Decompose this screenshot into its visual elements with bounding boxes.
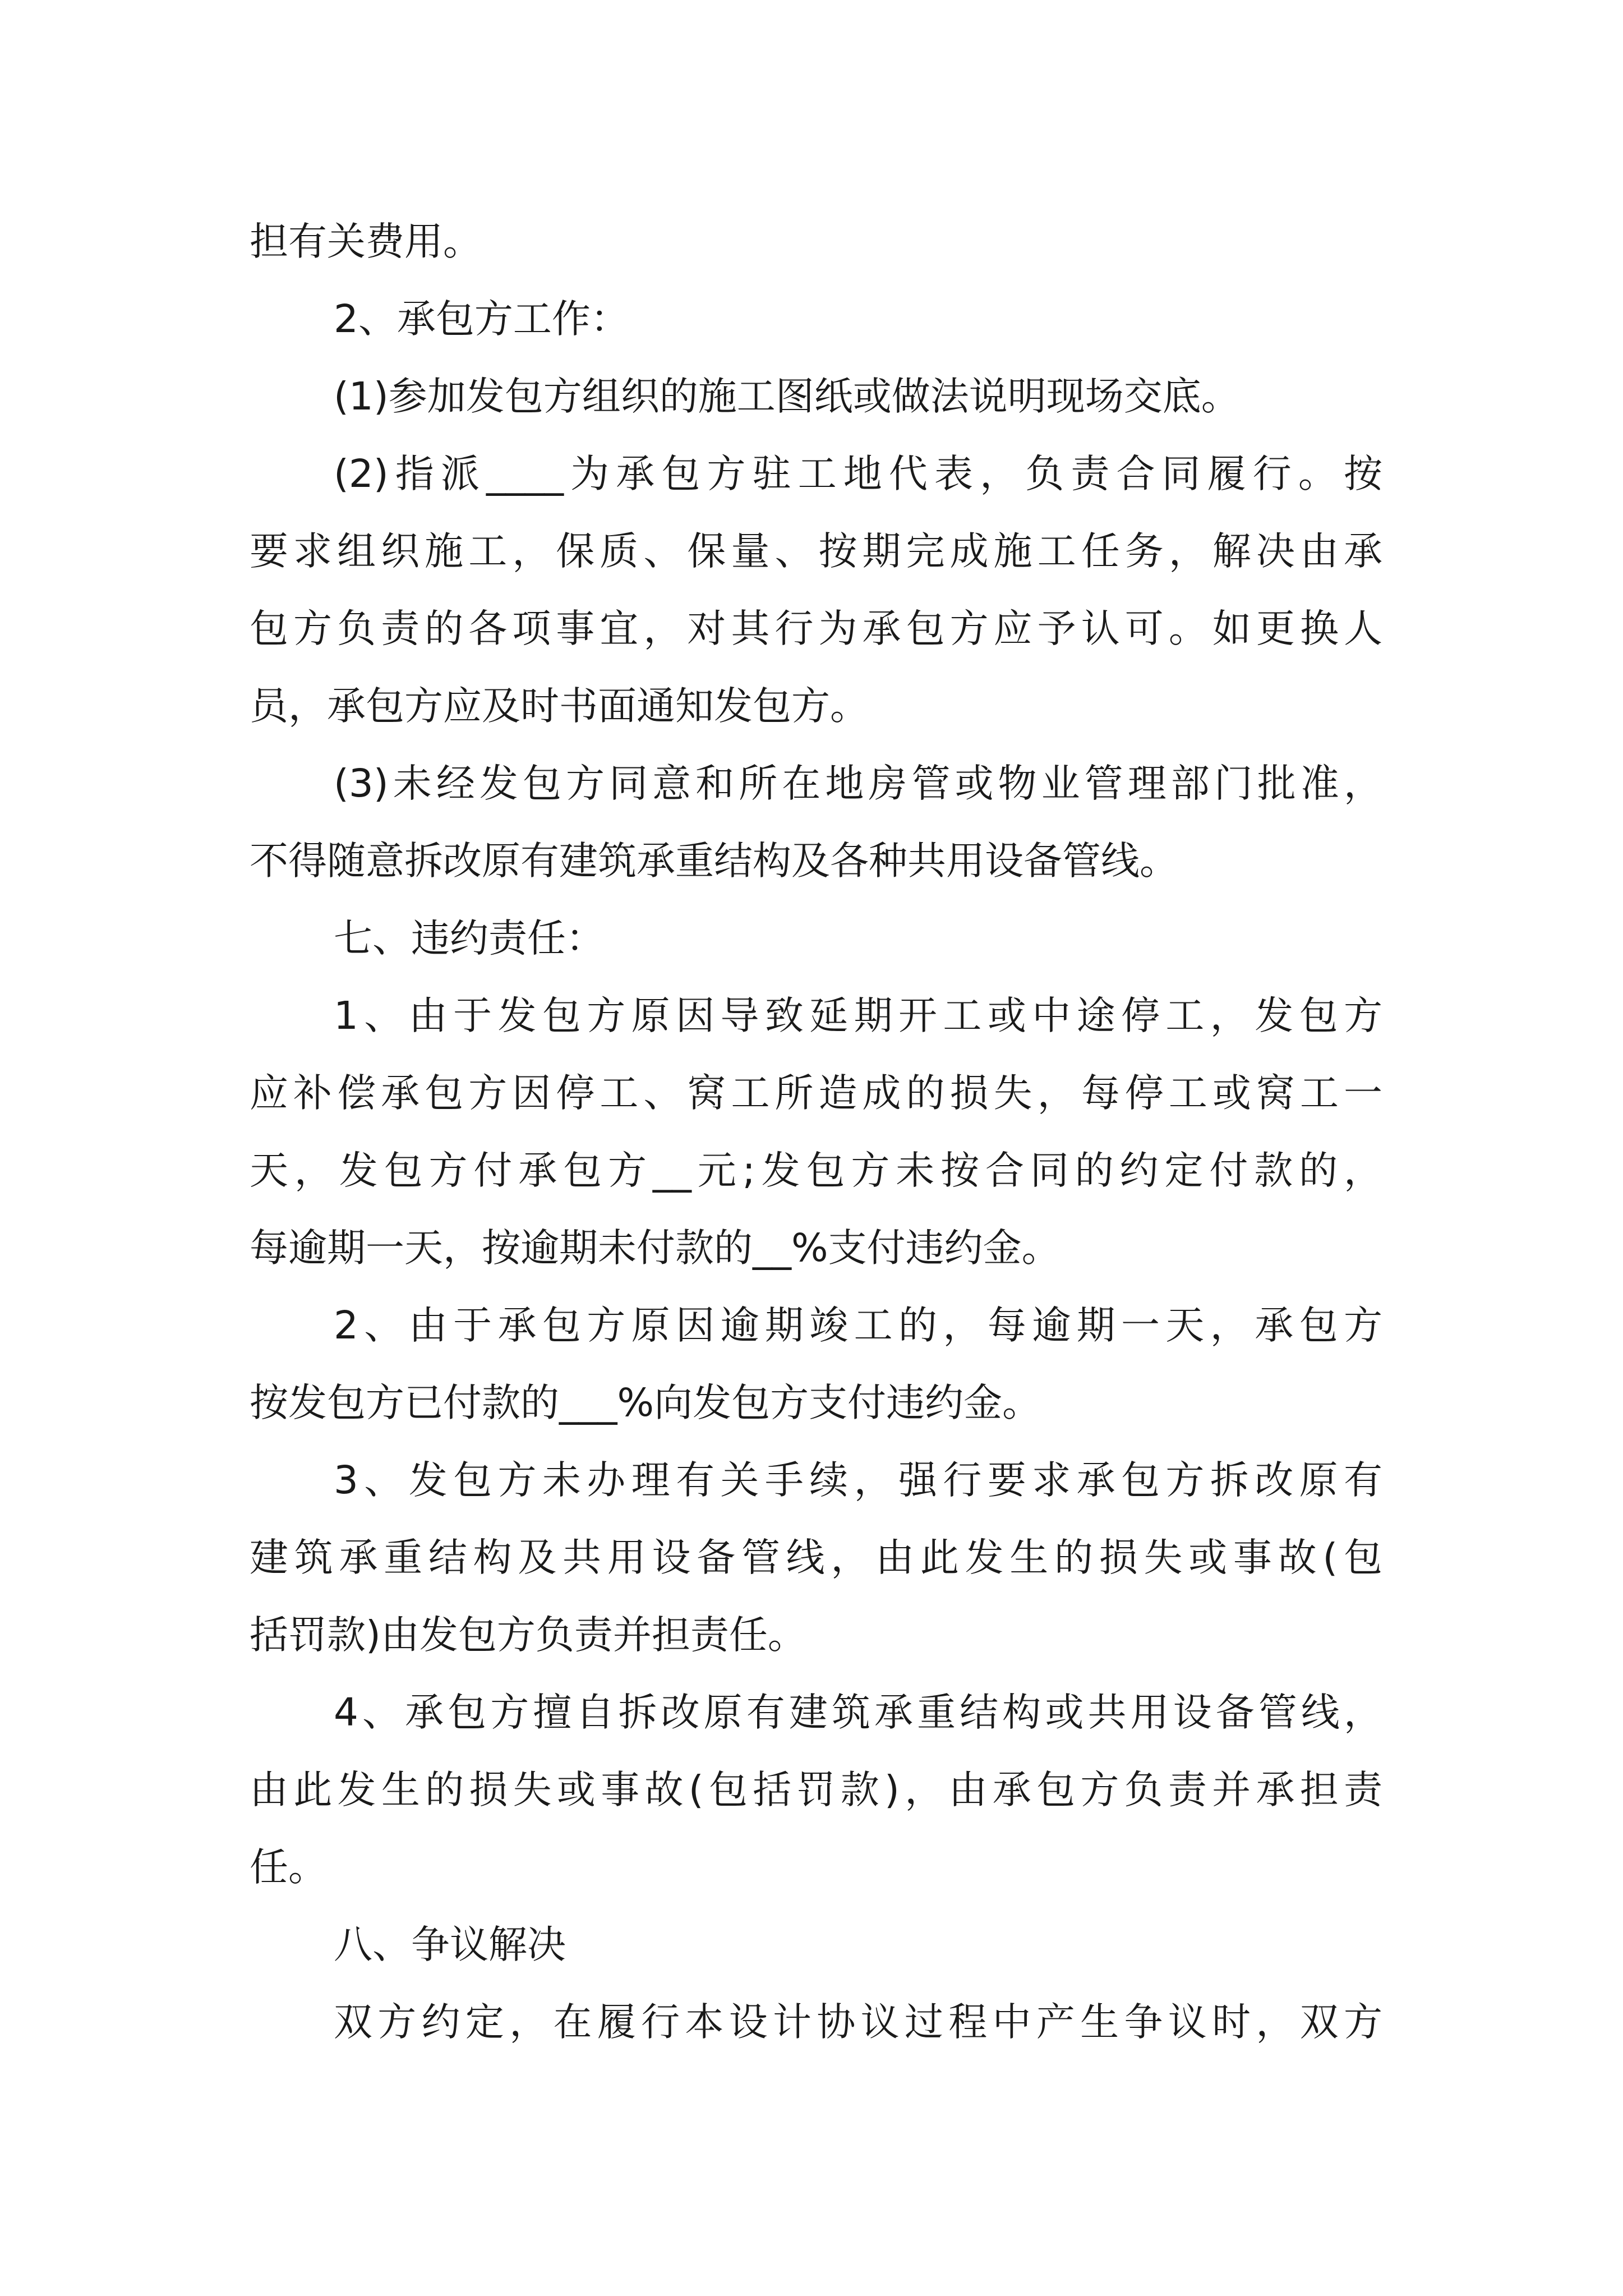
text-line: 按发包方已付款的___%向发包方支付违约金。 bbox=[250, 1381, 1041, 1425]
text-line: 每逾期一天，按逾期未付款的__%支付违约金。 bbox=[250, 1226, 1061, 1271]
text-line: 不得随意拆改原有建筑承重结构及各种共用设备管线。 bbox=[250, 839, 1178, 884]
text-line: 括罚款)由发包方负责并担责任。 bbox=[250, 1613, 806, 1658]
text-line: 担有关费用。 bbox=[250, 219, 482, 264]
text-line: 2、由于承包方原因逾期竣工的，每逾期一天，承包方 bbox=[334, 1303, 1382, 1348]
text-line: 双方约定，在履行本设计协议过程中产生争议时，双方 bbox=[334, 2000, 1382, 2045]
text-line: 由此发生的损失或事故(包括罚款)，由承包方负责并承担责 bbox=[250, 1768, 1382, 1812]
text-line: 员，承包方应及时书面通知发包方。 bbox=[250, 684, 869, 729]
section-heading: 八、争议解决 bbox=[334, 1922, 566, 1967]
document-body bbox=[250, 203, 1382, 2061]
text-line: 1、由于发包方原因导致延期开工或中途停工，发包方 bbox=[334, 993, 1382, 1038]
text-line: 包方负责的各项事宜，对其行为承包方应予认可。如更换人 bbox=[250, 606, 1382, 651]
text-line: 天，发包方付承包方__元;发包方未按合同的约定付款的， bbox=[250, 1148, 1382, 1193]
text-line: 要求组织施工，保质、保量、按期完成施工任务，解决由承 bbox=[250, 529, 1382, 574]
text-line: 4、承包方擅自拆改原有建筑承重结构或共用设备管线， bbox=[334, 1690, 1382, 1735]
text-line: 任。 bbox=[250, 1845, 327, 1890]
section-heading: 七、违约责任： bbox=[334, 916, 605, 961]
text-line: (3)未经发包方同意和所在地房管或物业管理部门批准， bbox=[334, 761, 1382, 806]
text-line: (1)参加发包方组织的施工图纸或做法说明现场交底。 bbox=[334, 374, 1240, 419]
text-line: (2)指派____为承包方驻工地代表，负责合同履行。按 bbox=[334, 452, 1382, 496]
text-line: 建筑承重结构及共用设备管线，由此发生的损失或事故(包 bbox=[250, 1535, 1382, 1580]
text-line: 应补偿承包方因停工、窝工所造成的损失，每停工或窝工一 bbox=[250, 1071, 1382, 1116]
text-line: 3、发包方未办理有关手续，强行要求承包方拆改原有 bbox=[334, 1458, 1382, 1503]
section-heading: 2、承包方工作： bbox=[334, 297, 629, 342]
